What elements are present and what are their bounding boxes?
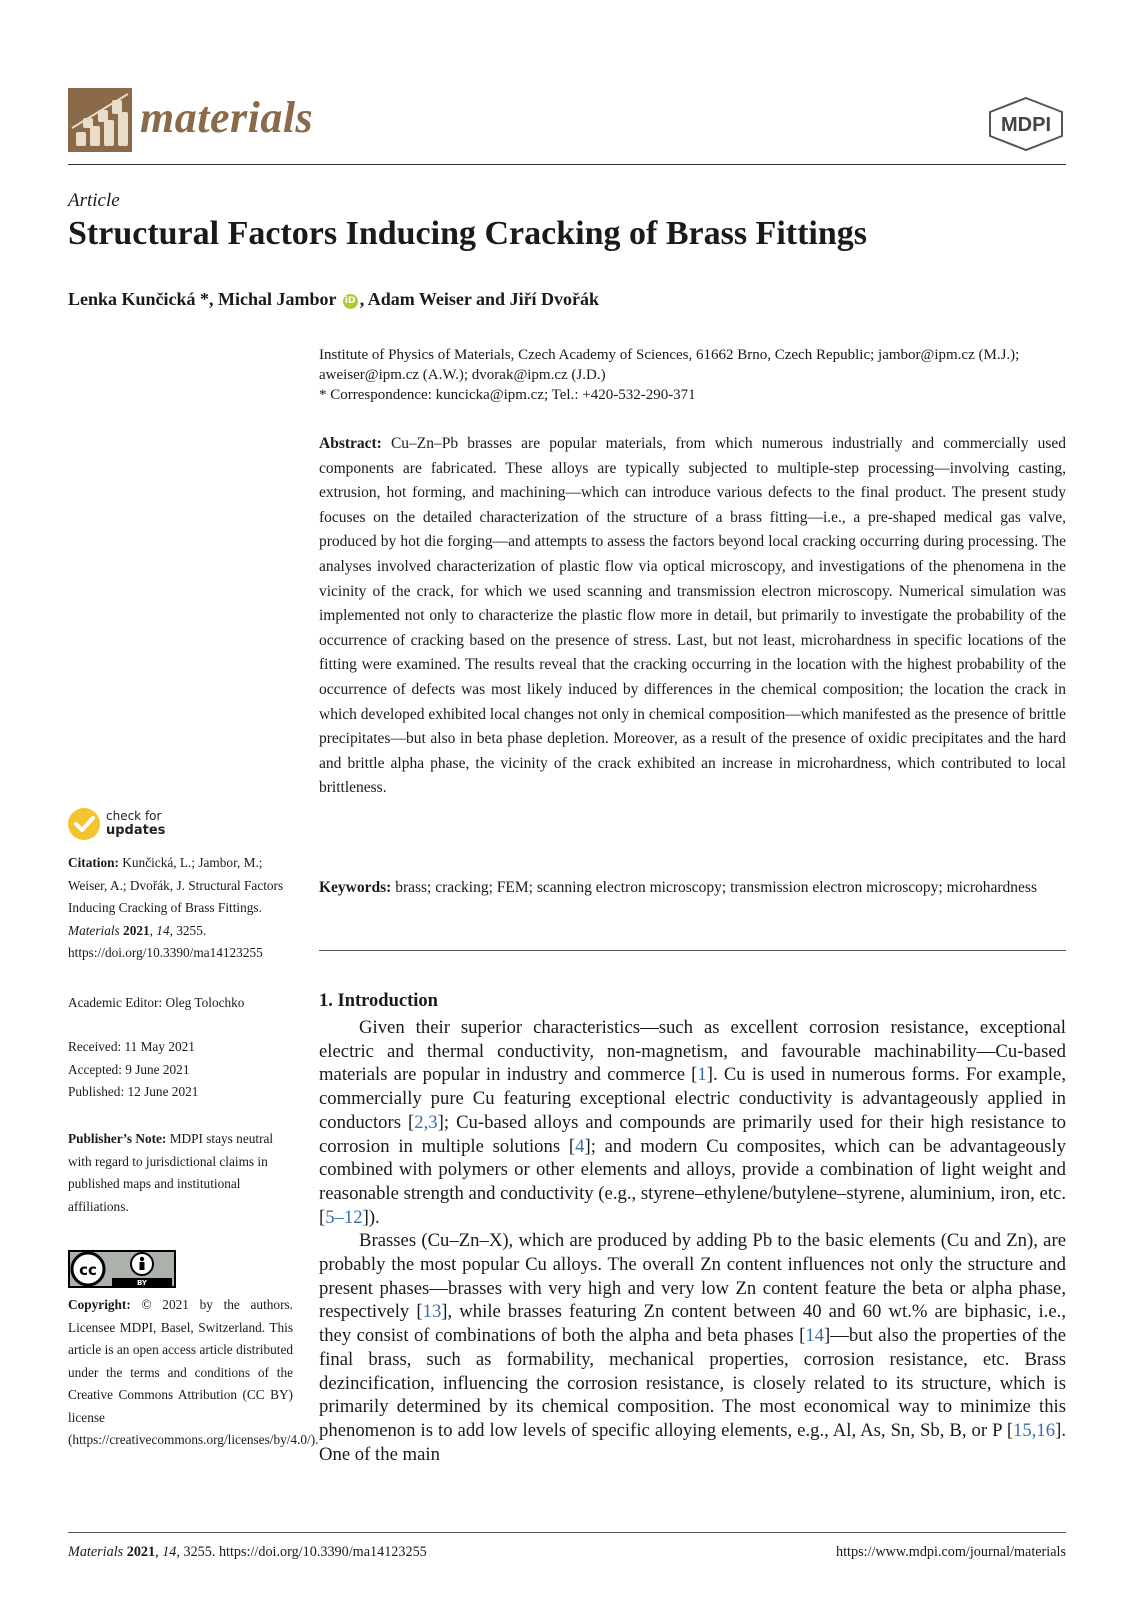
accepted-date: Accepted: 9 June 2021 [68,1061,190,1077]
svg-text:BY: BY [136,1279,148,1287]
reference-link[interactable]: 14 [805,1325,824,1347]
reference-link[interactable]: 4 [575,1135,585,1157]
check-updates-label: check for [106,809,162,823]
checkmark-icon [68,808,100,840]
reference-link[interactable]: 13 [422,1301,442,1323]
footer-journal-url[interactable]: https://www.mdpi.com/journal/materials [836,1544,1066,1560]
keywords-label: Keywords: [319,879,392,896]
reference-link[interactable]: 15,16 [1013,1419,1056,1441]
journal-name: materials [140,93,314,142]
check-for-updates-button[interactable] [68,808,178,844]
keywords-text: brass; cracking; FEM; scanning electron microscopy; transmission electron microscopy; microhardness [395,879,1037,896]
paragraph: Brasses (Cu–Zn–X), which are produced by adding Pb to the basic elements (Cu and Zn), are probably the most popular Cu alloys. The overall Zn content influences not only the structure and present phases—brasses with very high and very low Zn content feature the beta or alpha phase, respectively [13], while brasses featuring Zn content between 40 and 60 wt.% are biphasic, i.e., they consist of combinations of both the alpha and beta phases [14]—but also the properties of the final brass, such as formability, mechanical properties, corrosion resistance, etc. Brass dezincification, influencing the corrosion resistance, is closely related to its structure, which is primarily determined by its chemical composition. The most economical way to minimize this phenomenon is to add low levels of specific alloying elements, e.g., Al, As, Sn, Sb, B, or P [15,16]. One of the main [319,1230,1066,1465]
affiliations [319,345,1066,405]
abstract [319,432,1066,801]
svg-text:MDPI: MDPI [1001,114,1051,136]
reference-link[interactable]: 2,3 [414,1111,438,1133]
reference-link[interactable]: 1 [697,1064,707,1086]
academic-editor: Academic Editor: Oleg Tolochko [68,995,245,1010]
authors-part-1: Lenka Kunčická *, Michal Jambor [68,289,337,309]
received-date: Received: 11 May 2021 [68,1039,195,1054]
svg-text:cc: cc [79,1261,97,1279]
journal-logo-icon [68,88,132,152]
header-divider [68,164,1066,165]
footer-divider [68,1532,1066,1533]
paragraph: Given their superior characteristics—such as excellent corrosion resistance, exceptional electric and thermal conductivity, non-magnetism, and favourable machinability—Cu-based materials are popular in industry and commerce [1]. Cu is used in numerous forms. For example, commercially pure Cu featuring exceptional electric conductivity is advantageously applied in conductors [2,3]; Cu-based alloys and compounds are primarily used for their high resistance to corrosion in multiple solutions [4]; and modern Cu composites, which can be advantageously combined with polymers or other elements and alloys, provide a combination of light weight and reasonable strength and conductivity (e.g., styrene–ethylene/butylene–styrene, aluminium, iron, etc. [5–12]). [319,1017,1067,1228]
article-title: Structural Factors Inducing Cracking of Brass Fittings [68,215,867,252]
correspondence: * Correspondence: kuncicka@ipm.cz; Tel.: +420-532-290-371 [319,387,696,403]
reference-link[interactable]: 5–12 [325,1206,363,1228]
abstract-text: Cu–Zn–Pb brasses are popular materials, from which numerous industrially and commercially used components are fabricated. These alloys are typically subjected to multiple-step processing—involving casting, extrusion, hot forming, and machining—which can introduce various defects to the final product. The present study focuses on the detailed characterization of the structure of a brass fitting—i.e., a pre-shaped medical gas valve, produced by hot die forging—and attempts to assess the factors beyond local cracking occurring during processing. The analyses involved characterization of plastic flow via optical microscopy, and investigations of the phenomena in the vicinity of the crack, for which we used scanning and transmission electron microscopy. Numerical simulation was implemented not only to characterize the plastic flow more in detail, but primarily to investigate the probability of the occurrence of cracking based on the presence of stress. Last, but not least, microhardness in specific locations of the fitting were examined. The results reveal that the cracking occurring in the location with the highest probability of the occurrence of defects was most likely induced by differences in the chemical composition; the location the crack in which developed exhibited local changes not only in chemical composition—which manifested as the presence of brittle precipitates—but also in beta phase depletion. Moreover, as a result of the presence of oxidic precipitates and the hard and brittle alpha phase, the vicinity of the crack exhibited an increase in microhardness, which contributed to local brittleness. [319,435,1066,797]
check-updates-label: updates [106,823,166,838]
section-heading: 1. Introduction [319,991,438,1011]
footer-citation: Materials 2021, 14, 3255. https://doi.org/10.3390/ma14123255 [68,1544,427,1560]
affiliation-line: Institute of Physics of Materials, Czech Academy of Sciences, 61662 Brno, Czech Republic; jambor@ipm.cz (M.J.); [319,347,1020,363]
publisher-note: Publisher’s Note: MDPI stays neutral with regard to jurisdictional claims in published maps and institutional affiliations. [68,1131,274,1214]
keywords [319,876,1066,901]
published-date: Published: 12 June 2021 [68,1084,199,1099]
publication-dates [68,1036,293,1104]
abstract-label: Abstract: [319,435,382,452]
orcid-icon[interactable]: iD [343,294,358,309]
author-list [68,287,599,311]
citation: Citation: Kunčická, L.; Jambor, M.; Weiser, A.; Dvořák, J. Structural Factors Inducing Cracking of Brass Fittings. Materials 2021, 14, 3255. https://doi.org/10.3390/ma14123255 [68,855,284,960]
mdpi-logo [986,96,1066,152]
section-divider [319,950,1066,951]
copyright-notice: Copyright: © 2021 by the authors. Licensee MDPI, Basel, Switzerland. This article is an open access article distributed under the terms and conditions of the Creative Commons Attribution (CC BY) license (https://creativecommons.org/licenses/by/4.0/). [68,1297,319,1447]
article-type: Article [68,190,120,211]
affiliation-line: aweiser@ipm.cz (A.W.); dvorak@ipm.cz (J.D.) [319,367,606,383]
authors-part-2: , Adam Weiser and Jiří Dvořák [359,289,600,309]
journal-header [68,88,1066,164]
citation-doi-link[interactable]: https://doi.org/10.3390/ma14123255 [68,945,263,960]
cc-by-license-icon[interactable] [68,1250,176,1288]
introduction-body [319,1016,1066,1466]
